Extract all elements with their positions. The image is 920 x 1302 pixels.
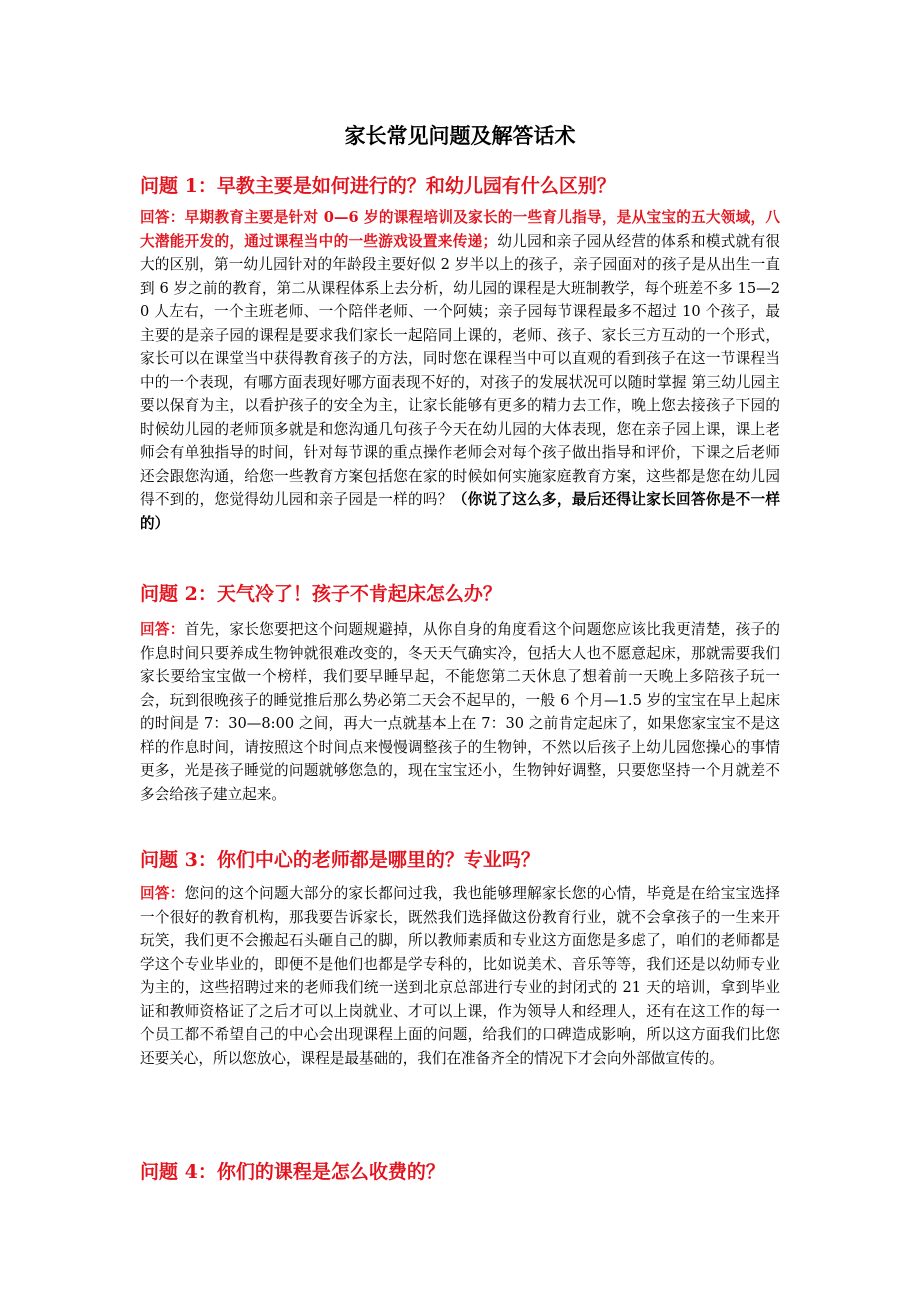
- question-1-answer: [140, 206, 780, 535]
- question-4-heading: 问题 4：你们的课程是怎么收费的？: [140, 1161, 445, 1183]
- question-2-answer: [140, 618, 780, 806]
- question-3-heading: 问题 3：你们中心的老师都是哪里的？专业吗？: [140, 849, 540, 871]
- answer-1-body: 幼儿园和亲子园从经营的体系和模式就有很大的区别，第一幼儿园针对的年龄段主要好似 2 岁半以上的孩子，亲子园面对的孩子是从出生一直到 6 岁之前的教育，第二从课程体系上去分析，幼儿园的课程是大班制教学，每个班差不多 15—20 人左右，一个主班老师、一个陪伴老师、一个阿姨；亲子园每节课程最多不超过 10 个孩子，最主要的是亲子园的课程是要求我们家长一起陪同上课的，老师、孩子、家长三方互动的一个形式，家长可以在课堂当中获得教育孩子的方法，同时您在课程当中可以直观的看到孩子在这一节课程当中的一个表现，有哪方面表现好哪方面表现不好的，对孩子的发展状况可以随时掌握 第三幼儿园主要以保育为主，以看护孩子的安全为主，让家长能够有更多的精力去工作，晚上您去接孩子下园的时候幼儿园的老师顶多就是和您沟通几句孩子今天在幼儿园的大体表现，您在亲子园上课，课上老师会有单独指导的时间，针对每节课的重点操作老师会对每个孩子做出指导和评价，下课之后老师还会跟您沟通，给您一些教育方案包括您在家的时候如何实施家庭教育方案，这些都是您在幼儿园得不到的，您觉得幼儿园和亲子园是一样的吗？: [140, 232, 780, 508]
- answer-3-label: 回答：: [140, 885, 185, 902]
- answer-2-label: 回答：: [140, 621, 185, 638]
- question-2-heading: 问题 2：天气冷了！孩子不肯起床怎么办？: [140, 583, 502, 605]
- answer-1-note: （你说了这么多，最后还得让家长回答你是不一样的）: [140, 491, 780, 532]
- question-1-heading: 问题 1：早教主要是如何进行的？和幼儿园有什么区别？: [140, 175, 616, 197]
- answer-1-label: 回答：: [140, 209, 185, 226]
- answer-2-body: 首先，家长您要把这个问题规避掉，从你自身的角度看这个问题您应该比我更清楚，孩子的作息时间只要养成生物钟就很难改变的，冬天天气确实冷，包括大人也不愿意起床，那就需要我们家长要给宝宝做一个榜样，我们要早睡早起，不能您第二天休息了想着前一天晚上多陪孩子玩一会，玩到很晚孩子的睡觉推后那么势必第二天会不起早的，一般 6 个月—1.5 岁的宝宝在早上起床的时间是 7：30—8:00 之间，再大一点就基本上在 7：30 之前肯定起床了，如果您家宝宝不是这样的作息时间，请按照这个时间点来慢慢调整孩子的生物钟，不然以后孩子上幼儿园您操心的事情更多，光是孩子睡觉的问题就够您急的，现在宝宝还小，生物钟好调整，只要您坚持一个月就差不多会给孩子建立起来。: [140, 621, 780, 803]
- answer-1-lead: 早期教育主要是针对 0—6 岁的课程培训及家长的一些育儿指导，是从宝宝的五大领域，八大潜能开发的，通过课程当中的一些游戏设置来传递；: [140, 209, 780, 250]
- answer-3-body: 您问的这个问题大部分的家长都问过我，我也能够理解家长您的心情，毕竟是在给宝宝选择一个很好的教育机构，那我要告诉家长，既然我们选择做这份教育行业，就不会拿孩子的一生来开玩笑，我们更不会搬起石头砸自己的脚，所以教师素质和专业这方面您是多虑了，咱们的老师都是学这个专业毕业的，即便不是他们也都是学专科的，比如说美术、音乐等等，我们还是以幼师专业为主的，这些招聘过来的老师我们统一送到北京总部进行专业的封闭式的 21 天的培训，拿到毕业证和教师资格证了之后才可以上岗就业、才可以上课，作为领导人和经理人，还有在这工作的每一个员工都不希望自己的中心会出现课程上面的问题，给我们的口碑造成影响，所以这方面我们比您还要关心，所以您放心，课程是最基础的，我们在准备齐全的情况下才会向外部做宣传的。: [140, 885, 780, 1067]
- question-3-answer: [140, 882, 780, 1070]
- document-title: 家长常见问题及解答话术: [344, 123, 576, 148]
